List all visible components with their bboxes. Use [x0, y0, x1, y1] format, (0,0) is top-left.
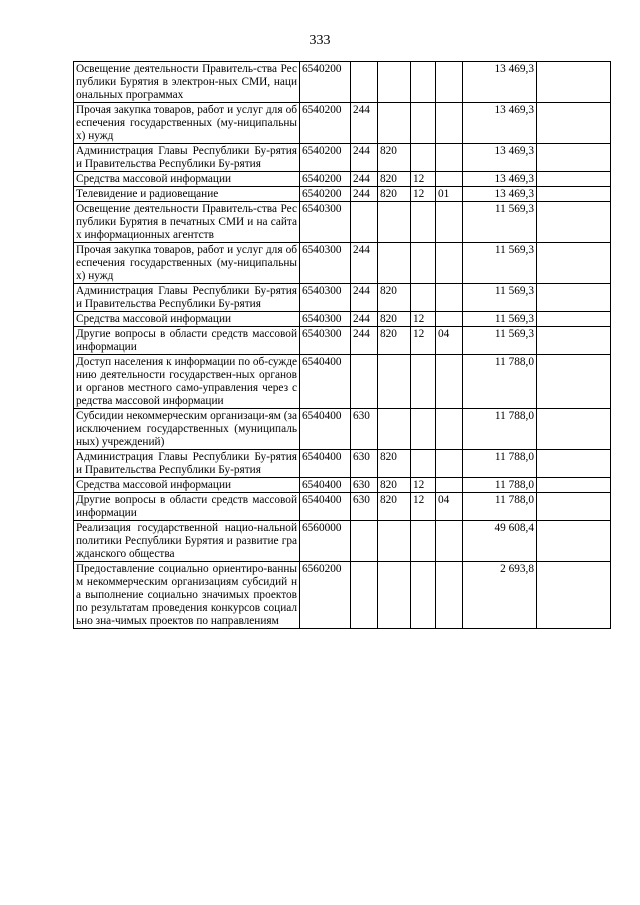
cell-administrator-code: 820	[378, 312, 411, 327]
cell-subsection-code: 04	[436, 327, 463, 355]
cell-target-article-code: 6540200	[300, 62, 351, 103]
cell-expense-type-code: 244	[351, 284, 378, 312]
cell-row-name: Реализация государственной нацио-нальной политики Республики Бурятия и развитие гражданского общества	[74, 521, 300, 562]
cell-subsection-code: 04	[436, 493, 463, 521]
cell-amount: 11 788,0	[463, 478, 537, 493]
cell-administrator-code: 820	[378, 478, 411, 493]
cell-extra-column	[537, 243, 611, 284]
cell-extra-column	[537, 409, 611, 450]
table-row	[74, 409, 611, 450]
cell-administrator-code: 820	[378, 327, 411, 355]
cell-subsection-code	[436, 562, 463, 629]
cell-expense-type-code	[351, 62, 378, 103]
cell-extra-column	[537, 493, 611, 521]
budget-table-body	[74, 62, 611, 629]
cell-amount: 11 788,0	[463, 409, 537, 450]
cell-administrator-code	[378, 409, 411, 450]
cell-amount: 13 469,3	[463, 103, 537, 144]
cell-subsection-code	[436, 355, 463, 409]
table-row	[74, 62, 611, 103]
table-row	[74, 172, 611, 187]
cell-section-code	[411, 562, 436, 629]
cell-subsection-code	[436, 62, 463, 103]
cell-administrator-code	[378, 562, 411, 629]
cell-section-code	[411, 521, 436, 562]
cell-section-code: 12	[411, 478, 436, 493]
cell-target-article-code: 6540400	[300, 450, 351, 478]
cell-row-name: Другие вопросы в области средств массовой информации	[74, 327, 300, 355]
cell-administrator-code	[378, 243, 411, 284]
cell-administrator-code: 820	[378, 284, 411, 312]
cell-amount: 11 788,0	[463, 355, 537, 409]
cell-section-code	[411, 62, 436, 103]
cell-subsection-code: 01	[436, 187, 463, 202]
cell-expense-type-code	[351, 562, 378, 629]
cell-section-code	[411, 409, 436, 450]
cell-row-name: Доступ населения к информации по об-суждению деятельности государствен-ных органов и органов местного само-управления через средства массовой информации	[74, 355, 300, 409]
cell-subsection-code	[436, 202, 463, 243]
cell-subsection-code	[436, 478, 463, 493]
table-row	[74, 144, 611, 172]
cell-expense-type-code: 244	[351, 144, 378, 172]
cell-subsection-code	[436, 450, 463, 478]
cell-section-code	[411, 284, 436, 312]
cell-administrator-code: 820	[378, 172, 411, 187]
table-row	[74, 450, 611, 478]
cell-row-name: Другие вопросы в области средств массовой информации	[74, 493, 300, 521]
table-row	[74, 327, 611, 355]
cell-extra-column	[537, 103, 611, 144]
cell-amount: 11 788,0	[463, 493, 537, 521]
cell-amount: 2 693,8	[463, 562, 537, 629]
cell-row-name: Администрация Главы Республики Бу-рятия и Правительства Республики Бу-рятия	[74, 450, 300, 478]
cell-target-article-code: 6540300	[300, 284, 351, 312]
cell-row-name: Субсидии некоммерческим организаци-ям (за исключением государственных (муниципальных) учреждений)	[74, 409, 300, 450]
page-number: 333	[309, 33, 331, 48]
cell-extra-column	[537, 562, 611, 629]
table-row	[74, 243, 611, 284]
table-row	[74, 284, 611, 312]
cell-target-article-code: 6540300	[300, 202, 351, 243]
cell-amount: 11 569,3	[463, 243, 537, 284]
cell-subsection-code	[436, 409, 463, 450]
cell-administrator-code	[378, 202, 411, 243]
cell-amount: 11 788,0	[463, 450, 537, 478]
cell-subsection-code	[436, 103, 463, 144]
cell-extra-column	[537, 284, 611, 312]
cell-amount: 11 569,3	[463, 202, 537, 243]
cell-row-name: Прочая закупка товаров, работ и услуг для обеспечения государственных (му-ниципальных) нужд	[74, 243, 300, 284]
cell-expense-type-code: 244	[351, 187, 378, 202]
cell-row-name: Администрация Главы Республики Бу-рятия и Правительства Республики Бу-рятия	[74, 144, 300, 172]
cell-expense-type-code: 630	[351, 493, 378, 521]
table-row	[74, 493, 611, 521]
cell-target-article-code: 6540400	[300, 355, 351, 409]
cell-target-article-code: 6560000	[300, 521, 351, 562]
table-row	[74, 521, 611, 562]
cell-expense-type-code: 244	[351, 243, 378, 284]
cell-administrator-code	[378, 103, 411, 144]
cell-extra-column	[537, 521, 611, 562]
cell-row-name: Средства массовой информации	[74, 312, 300, 327]
cell-expense-type-code: 630	[351, 409, 378, 450]
cell-row-name: Администрация Главы Республики Бу-рятия и Правительства Республики Бу-рятия	[74, 284, 300, 312]
table-row	[74, 187, 611, 202]
cell-expense-type-code: 244	[351, 103, 378, 144]
cell-subsection-code	[436, 243, 463, 284]
cell-section-code: 12	[411, 312, 436, 327]
cell-amount: 11 569,3	[463, 327, 537, 355]
cell-administrator-code: 820	[378, 187, 411, 202]
cell-section-code: 12	[411, 327, 436, 355]
cell-expense-type-code: 630	[351, 450, 378, 478]
cell-row-name: Освещение деятельности Правитель-ства Республики Бурятия в электрон-ных СМИ, национальных программах	[74, 62, 300, 103]
cell-row-name: Телевидение и радиовещание	[74, 187, 300, 202]
cell-row-name: Предоставление социально ориентиро-ванным некоммерческим организациям субсидий на выполнение социально значимых проектов по результатам проведения конкурсов социально зна-чимых проектов по направлениям	[74, 562, 300, 629]
cell-extra-column	[537, 478, 611, 493]
cell-section-code	[411, 450, 436, 478]
cell-section-code	[411, 202, 436, 243]
cell-extra-column	[537, 187, 611, 202]
cell-administrator-code: 820	[378, 144, 411, 172]
cell-expense-type-code: 244	[351, 312, 378, 327]
table-row	[74, 103, 611, 144]
cell-amount: 49 608,4	[463, 521, 537, 562]
cell-target-article-code: 6540400	[300, 493, 351, 521]
cell-section-code	[411, 243, 436, 284]
cell-target-article-code: 6540400	[300, 478, 351, 493]
cell-expense-type-code: 630	[351, 478, 378, 493]
table-row	[74, 562, 611, 629]
cell-section-code: 12	[411, 187, 436, 202]
cell-administrator-code: 820	[378, 450, 411, 478]
cell-amount: 13 469,3	[463, 144, 537, 172]
cell-row-name: Средства массовой информации	[74, 478, 300, 493]
cell-section-code	[411, 103, 436, 144]
cell-extra-column	[537, 62, 611, 103]
cell-subsection-code	[436, 284, 463, 312]
cell-target-article-code: 6540300	[300, 243, 351, 284]
budget-table	[73, 61, 611, 629]
table-row	[74, 202, 611, 243]
cell-amount: 11 569,3	[463, 312, 537, 327]
cell-extra-column	[537, 312, 611, 327]
cell-amount: 13 469,3	[463, 172, 537, 187]
cell-row-name: Освещение деятельности Правитель-ства Республики Бурятия в печатных СМИ и на сайтах информационных агентств	[74, 202, 300, 243]
cell-administrator-code	[378, 62, 411, 103]
cell-extra-column	[537, 355, 611, 409]
cell-subsection-code	[436, 144, 463, 172]
cell-extra-column	[537, 327, 611, 355]
cell-target-article-code: 6540300	[300, 327, 351, 355]
cell-row-name: Средства массовой информации	[74, 172, 300, 187]
cell-target-article-code: 6540200	[300, 187, 351, 202]
cell-target-article-code: 6540200	[300, 172, 351, 187]
cell-expense-type-code: 244	[351, 327, 378, 355]
cell-amount: 11 569,3	[463, 284, 537, 312]
cell-section-code: 12	[411, 172, 436, 187]
cell-row-name: Прочая закупка товаров, работ и услуг для обеспечения государственных (му-ниципальных) нужд	[74, 103, 300, 144]
cell-subsection-code	[436, 312, 463, 327]
cell-amount: 13 469,3	[463, 62, 537, 103]
cell-target-article-code: 6540400	[300, 409, 351, 450]
cell-target-article-code: 6540200	[300, 103, 351, 144]
table-row	[74, 355, 611, 409]
cell-extra-column	[537, 144, 611, 172]
table-row	[74, 478, 611, 493]
cell-expense-type-code: 244	[351, 172, 378, 187]
cell-expense-type-code	[351, 521, 378, 562]
cell-administrator-code	[378, 355, 411, 409]
cell-target-article-code: 6540300	[300, 312, 351, 327]
cell-administrator-code: 820	[378, 493, 411, 521]
table-row	[74, 312, 611, 327]
cell-subsection-code	[436, 521, 463, 562]
cell-target-article-code: 6560200	[300, 562, 351, 629]
cell-expense-type-code	[351, 202, 378, 243]
cell-section-code: 12	[411, 493, 436, 521]
cell-target-article-code: 6540200	[300, 144, 351, 172]
cell-expense-type-code	[351, 355, 378, 409]
cell-subsection-code	[436, 172, 463, 187]
cell-section-code	[411, 144, 436, 172]
cell-administrator-code	[378, 521, 411, 562]
cell-extra-column	[537, 202, 611, 243]
cell-section-code	[411, 355, 436, 409]
cell-extra-column	[537, 172, 611, 187]
cell-extra-column	[537, 450, 611, 478]
cell-amount: 13 469,3	[463, 187, 537, 202]
